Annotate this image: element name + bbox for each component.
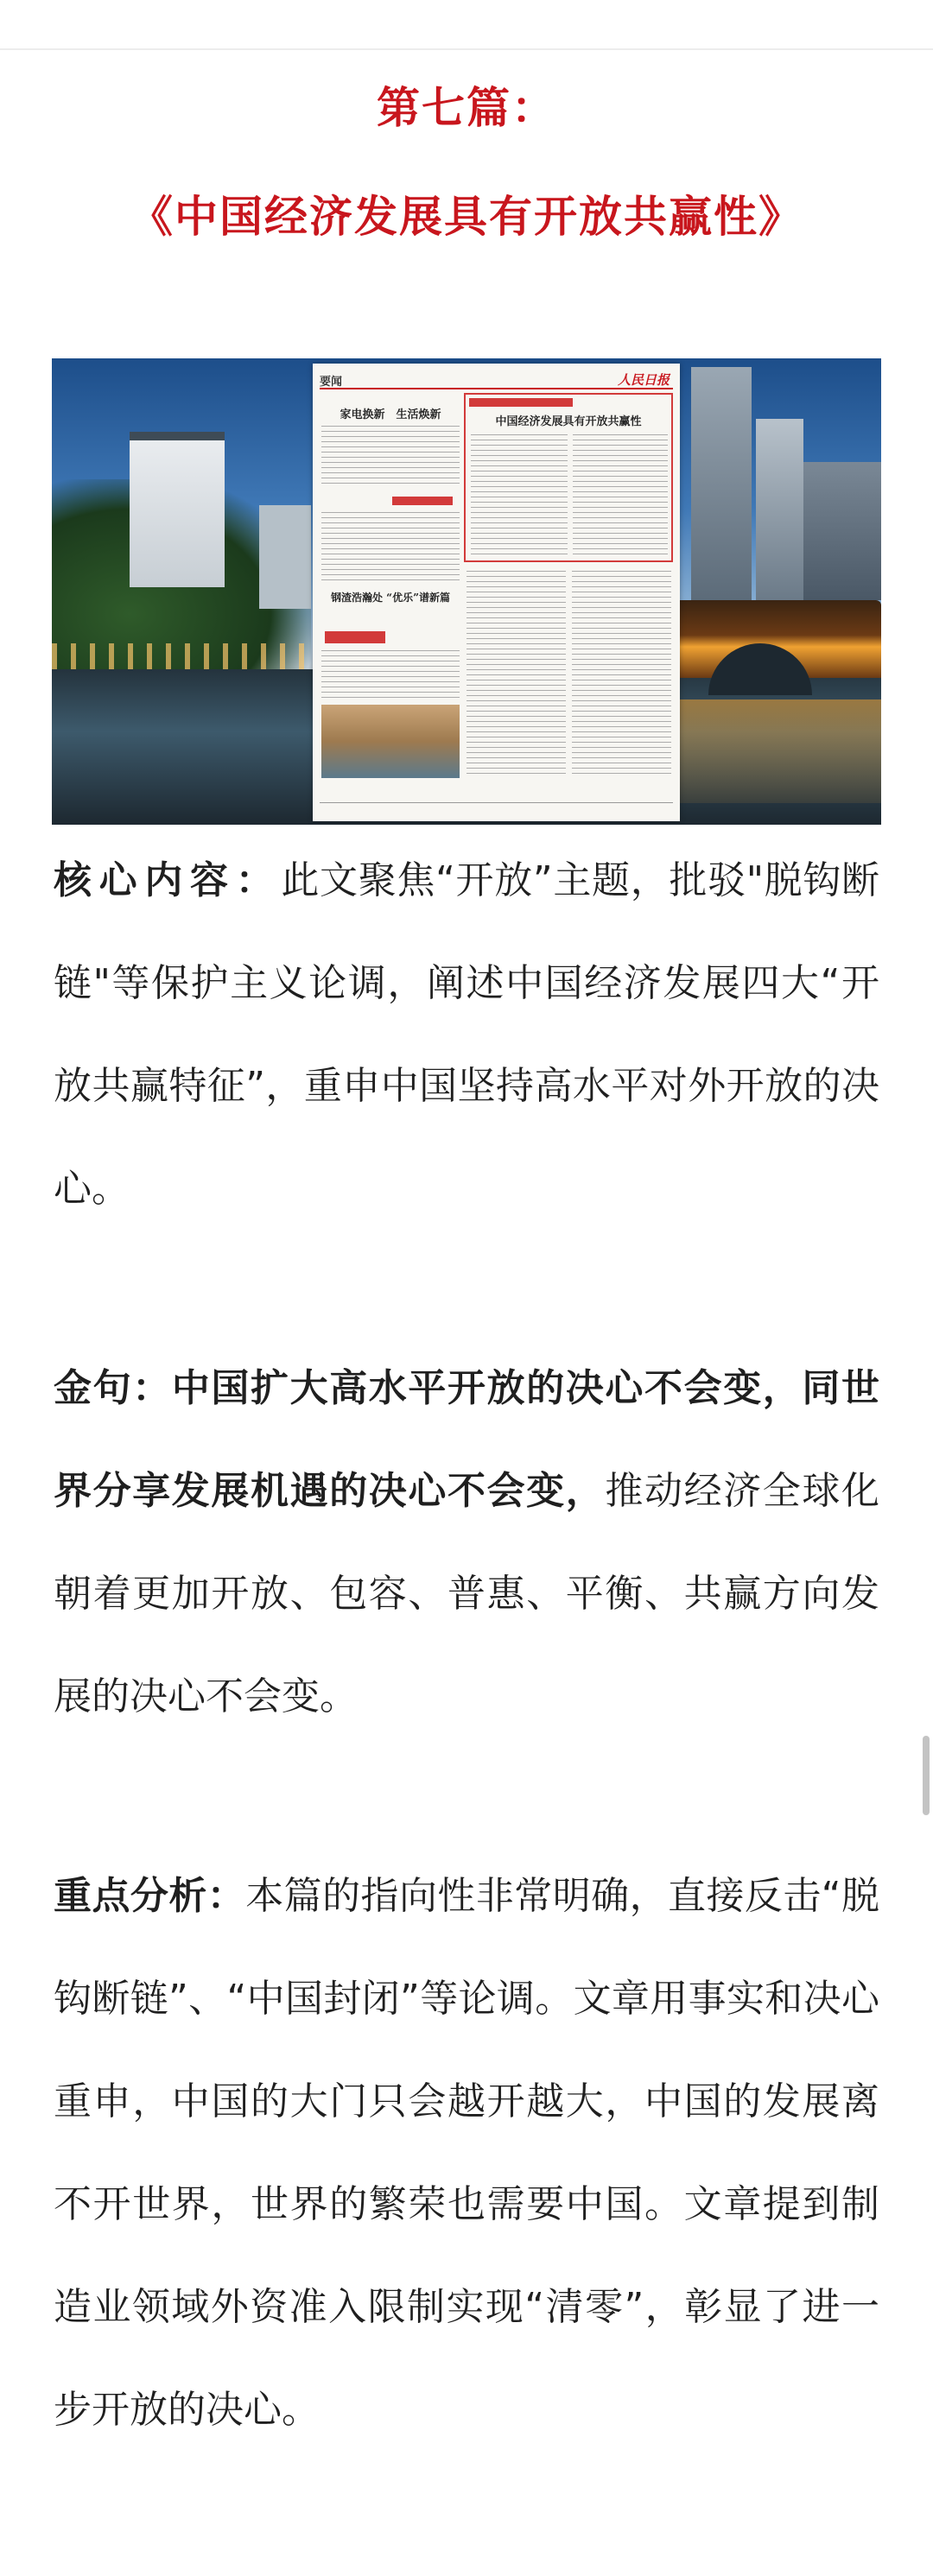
- newspaper-box-band: [469, 398, 573, 407]
- newspaper-headline-left: 家电换新 生活焕新: [340, 408, 441, 421]
- article-title: [0, 78, 933, 247]
- title-article-name: 《中国经济发展具有开放共赢性》: [130, 192, 803, 242]
- golden-quote-text: 推动经济全球化朝着更加开放、包容、普惠、平衡、共赢方向发展的决心不会变。: [54, 1469, 880, 1718]
- key-analysis-label: 重点分析：: [54, 1874, 246, 1918]
- newspaper-photo: [321, 705, 460, 778]
- newspaper-red-tag: [392, 497, 453, 505]
- golden-quote-bold-text: 中国扩大高水平开放的决心不会变，同世界分享发展机遇的决心不会变，: [54, 1366, 880, 1513]
- newspaper-text-column: [321, 650, 460, 699]
- core-content-text: 此文聚焦“开放”主题，批驳"脱钩断链"等保护主义论调，阐述中国经济发展四大“开放共赢特征”，重申中国坚持高水平对外开放的决心。: [54, 858, 879, 1211]
- newspaper-text-column: [321, 512, 460, 581]
- newspaper-text-column: [573, 434, 668, 555]
- newspaper-box-headline: 中国经济发展具有开放共赢性: [495, 415, 642, 428]
- newspaper-red-tag: [325, 631, 385, 643]
- newspaper-section: 要闻: [320, 376, 343, 389]
- newspaper-headline-mid: 钢渣浩瀚处 “优乐”谱新篇: [331, 592, 450, 604]
- paragraph-core-content: [54, 829, 879, 1240]
- newspaper-logo: 人民日报: [617, 372, 670, 388]
- newspaper-footer: [320, 802, 673, 814]
- golden-quote-label: 金句：: [54, 1366, 172, 1410]
- title-chapter: 第七篇：: [377, 83, 556, 133]
- hero-bridge-reflection: [648, 699, 881, 803]
- scrollbar-thumb[interactable]: [923, 1736, 930, 1815]
- top-divider: [0, 48, 933, 50]
- newspaper-page: [313, 364, 680, 821]
- core-content-label: 核心内容：: [54, 858, 282, 902]
- newspaper-text-column: [471, 434, 568, 555]
- hero-building: [803, 462, 881, 600]
- hero-building: [259, 505, 311, 609]
- newspaper-text-column: [321, 426, 460, 486]
- hero-image: [52, 358, 881, 825]
- paragraph-key-analysis: [54, 1845, 879, 2461]
- newspaper-highlight-box: [464, 393, 673, 562]
- key-analysis-text: 本篇的指向性非常明确，直接反击“脱钩断链”、“中国封闭”等论调。文章用事实和决心重申，中国的大门只会越开越大，中国的发展离不开世界，世界的繁荣也需要中国。文章提到制造业领域外资准入限制实现“清零”，彰显了进一步开放的决心。: [54, 1874, 880, 2432]
- hero-building: [691, 367, 752, 600]
- paragraph-golden-quote: [54, 1337, 879, 1748]
- newspaper-masthead: [320, 370, 673, 389]
- hero-building: [130, 432, 225, 587]
- hero-building: [756, 419, 803, 600]
- newspaper-text-column: [572, 571, 671, 778]
- newspaper-text-column: [466, 571, 566, 778]
- hero-riverside-lights: [52, 643, 311, 669]
